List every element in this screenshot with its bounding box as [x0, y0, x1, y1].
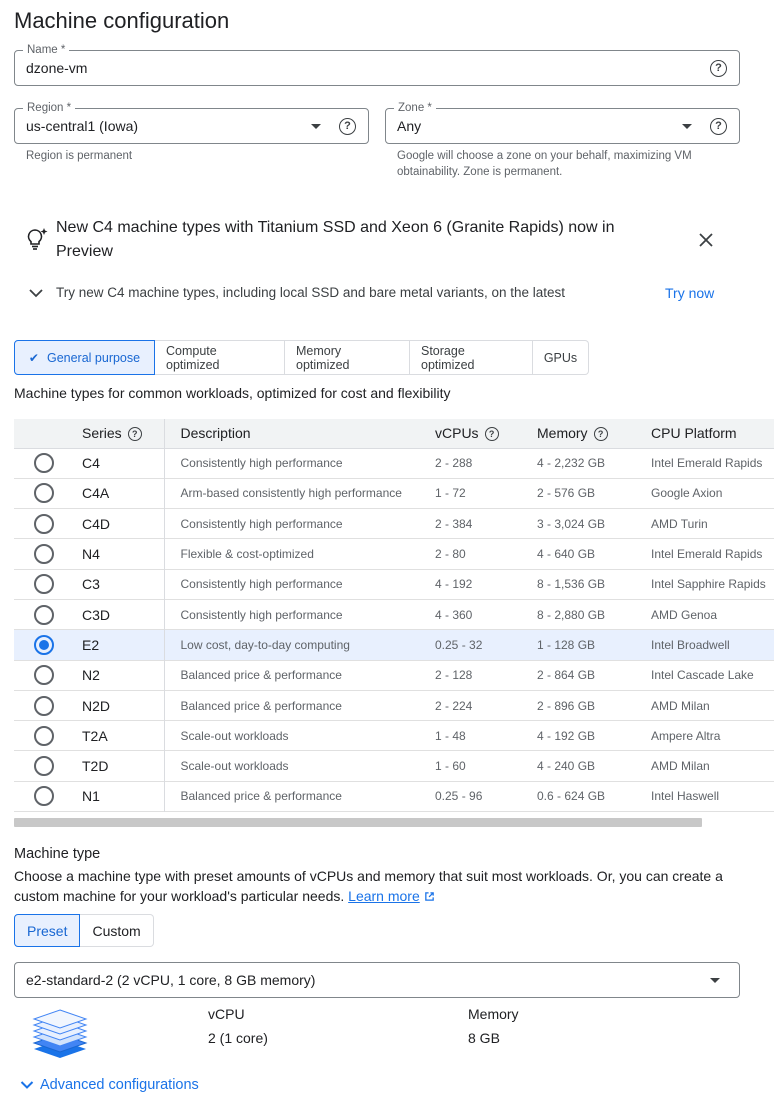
table-row[interactable] [14, 690, 774, 720]
region-label: Region * [23, 101, 75, 115]
advanced-configurations-toggle[interactable]: Advanced configurations [20, 1077, 199, 1093]
machine-type-title: Machine type [14, 846, 101, 862]
col-description: Description [164, 419, 419, 448]
chevron-down-icon [20, 1080, 34, 1090]
table-row[interactable] [14, 509, 774, 539]
series-cell: N2D [74, 690, 164, 720]
series-radio[interactable] [34, 483, 54, 503]
memory-cell: 2 - 896 GB [537, 698, 596, 713]
series-radio[interactable] [34, 756, 54, 776]
tab-gpus[interactable]: GPUs [533, 340, 589, 375]
region-value: us-central1 (Iowa) [26, 118, 139, 134]
description-cell: Balanced price & performance [180, 698, 342, 713]
cpu-platform-cell: AMD Genoa [651, 607, 718, 622]
cpu-platform-cell: Google Axion [651, 486, 723, 501]
series-cell: E2 [74, 630, 164, 660]
zone-hint: Google will choose a zone on your behalf, maximizing VM obtainability. Zone is permanent. [397, 150, 692, 178]
col-series: Series ? [74, 419, 164, 448]
vcpus-cell: 1 - 48 [435, 728, 466, 743]
series-cell: T2D [74, 751, 164, 781]
description-cell: Flexible & cost-optimized [180, 547, 314, 562]
series-cell: C3 [74, 569, 164, 599]
region-select[interactable] [14, 102, 369, 144]
series-radio[interactable] [34, 726, 54, 746]
vcpus-cell: 1 - 60 [435, 759, 466, 774]
description-cell: Scale-out workloads [180, 728, 289, 743]
table-row[interactable] [14, 599, 774, 629]
series-cell: C4D [74, 509, 164, 539]
zone-help-icon[interactable]: ? [710, 118, 727, 135]
machine-family-tabs [14, 340, 589, 375]
memory-cell: 8 - 2,880 GB [537, 607, 606, 622]
memory-cell: 0.6 - 624 GB [537, 789, 606, 804]
name-field[interactable] [14, 44, 740, 86]
vcpus-cell: 1 - 72 [435, 486, 466, 501]
learn-more-link[interactable]: Learn more [348, 888, 420, 904]
chevron-down-icon[interactable] [28, 287, 44, 299]
machine-type-value: e2-standard-2 (2 vCPU, 1 core, 8 GB memory) [26, 972, 316, 988]
memory-cell: 2 - 576 GB [537, 486, 596, 501]
description-cell: Consistently high performance [180, 456, 343, 471]
machine-stack-icon [30, 1004, 90, 1064]
series-cell: C4A [74, 478, 164, 508]
series-cell: T2A [74, 721, 164, 751]
description-cell: Balanced price & performance [180, 668, 342, 683]
cpu-platform-cell: Intel Emerald Rapids [651, 547, 763, 562]
table-row[interactable] [14, 781, 774, 811]
description-cell: Consistently high performance [180, 577, 343, 592]
series-radio[interactable] [34, 786, 54, 806]
series-radio[interactable] [34, 635, 54, 655]
try-now-link[interactable]: Try now [665, 285, 715, 301]
series-radio[interactable] [34, 453, 54, 473]
name-help-icon[interactable]: ? [710, 60, 727, 77]
tab-memory-optimized[interactable]: Memory optimized [285, 340, 410, 375]
name-value: dzone-vm [26, 60, 88, 76]
vcpus-cell: 2 - 80 [435, 547, 466, 562]
series-cell: N4 [74, 539, 164, 569]
table-row[interactable] [14, 448, 774, 478]
promo-title: New C4 machine types with Titanium SSD and Xeon 6 (Granite Rapids) now in Preview [56, 219, 615, 260]
memory-value: 8 GB [468, 1030, 500, 1046]
zone-label: Zone * [394, 101, 436, 115]
region-hint: Region is permanent [26, 150, 133, 162]
cpu-platform-cell: Intel Sapphire Rapids [651, 577, 766, 592]
vcpu-value: 2 (1 core) [208, 1030, 268, 1046]
cpu-platform-cell: AMD Turin [651, 516, 708, 531]
close-icon[interactable] [698, 232, 714, 248]
vcpus-cell: 0.25 - 32 [435, 637, 483, 652]
memory-cell: 8 - 1,536 GB [537, 577, 606, 592]
tab-storage-optimized[interactable]: Storage optimized [410, 340, 533, 375]
zone-value: Any [397, 118, 422, 134]
machine-type-caret-icon [710, 978, 720, 983]
external-link-icon [424, 891, 435, 902]
memory-cell: 4 - 640 GB [537, 547, 596, 562]
preset-button[interactable]: Preset [14, 914, 80, 947]
vcpus-cell: 2 - 224 [435, 698, 473, 713]
memory-help-icon[interactable]: ? [594, 427, 608, 441]
page-title: Machine configuration [14, 8, 230, 33]
cpu-platform-cell: Intel Haswell [651, 789, 720, 804]
series-radio[interactable] [34, 544, 54, 564]
col-memory: Memory ? [521, 419, 635, 448]
table-row[interactable] [14, 569, 774, 599]
promo-body: Try new C4 machine types, including local SSD and bare metal variants, on the latest [56, 285, 566, 300]
table-header [14, 419, 774, 448]
check-icon: ✔ [28, 350, 39, 365]
vcpus-cell: 2 - 288 [435, 456, 473, 471]
memory-cell: 1 - 128 GB [537, 637, 596, 652]
description-cell: Arm-based consistently high performance [180, 486, 402, 501]
series-cell: N2 [74, 660, 164, 690]
vcpus-cell: 2 - 128 [435, 668, 473, 683]
table-row[interactable] [14, 751, 774, 781]
memory-label: Memory [468, 1006, 519, 1022]
memory-cell: 2 - 864 GB [537, 668, 596, 683]
col-vcpus: vCPUs ? [419, 419, 521, 448]
series-radio[interactable] [34, 514, 54, 534]
horizontal-scrollbar[interactable] [14, 818, 702, 827]
description-cell: Scale-out workloads [180, 759, 289, 774]
cpu-platform-cell: Intel Broadwell [651, 637, 730, 652]
cpu-platform-cell: Intel Emerald Rapids [651, 456, 763, 471]
series-cell: N1 [74, 781, 164, 811]
table-row[interactable] [14, 478, 774, 508]
machine-type-description: Choose a machine type with preset amounts of vCPUs and memory that suit most workloads. Or, you can create a custom machine for your workload's particular needs. Learn more [14, 868, 723, 904]
vcpus-cell: 4 - 360 [435, 607, 473, 622]
vcpu-label: vCPU [208, 1006, 245, 1022]
cpu-platform-cell: Ampere Altra [651, 728, 721, 743]
vcpus-cell: 0.25 - 96 [435, 789, 483, 804]
tab-general-purpose[interactable]: ✔ General purpose [14, 340, 155, 375]
memory-cell: 3 - 3,024 GB [537, 516, 606, 531]
series-cell: C4 [74, 448, 164, 478]
zone-caret-icon [682, 124, 692, 129]
memory-cell: 4 - 192 GB [537, 728, 596, 743]
preset-custom-toggle [14, 914, 154, 947]
series-radio[interactable] [34, 696, 54, 716]
table-row[interactable] [14, 721, 774, 751]
table-row[interactable] [14, 539, 774, 569]
vcpus-help-icon[interactable]: ? [485, 427, 499, 441]
cpu-platform-cell: Intel Cascade Lake [651, 668, 754, 683]
series-radio[interactable] [34, 574, 54, 594]
zone-select[interactable] [385, 102, 740, 144]
memory-cell: 4 - 240 GB [537, 759, 596, 774]
tab-compute-optimized[interactable]: Compute optimized [155, 340, 285, 375]
custom-button[interactable]: Custom [80, 914, 153, 947]
series-help-icon[interactable]: ? [128, 427, 142, 441]
series-table [14, 419, 766, 812]
region-help-icon[interactable]: ? [339, 118, 356, 135]
table-row[interactable] [14, 630, 774, 660]
table-row[interactable] [14, 660, 774, 690]
lightbulb-sparkle-icon [24, 226, 50, 252]
description-cell: Consistently high performance [180, 607, 343, 622]
cpu-platform-cell: AMD Milan [651, 759, 710, 774]
name-label: Name * [23, 43, 69, 57]
tab-description: Machine types for common workloads, optimized for cost and flexibility [14, 385, 451, 401]
description-cell: Consistently high performance [180, 516, 343, 531]
description-cell: Balanced price & performance [180, 789, 342, 804]
region-caret-icon [311, 124, 321, 129]
vcpus-cell: 2 - 384 [435, 516, 473, 531]
vcpus-cell: 4 - 192 [435, 577, 473, 592]
series-cell: C3D [74, 599, 164, 629]
machine-type-select[interactable] [14, 962, 740, 998]
cpu-platform-cell: AMD Milan [651, 698, 710, 713]
memory-cell: 4 - 2,232 GB [537, 456, 606, 471]
series-radio[interactable] [34, 665, 54, 685]
description-cell: Low cost, day-to-day computing [180, 637, 350, 652]
series-radio[interactable] [34, 605, 54, 625]
col-cpu-platform: CPU Platform [635, 419, 774, 448]
